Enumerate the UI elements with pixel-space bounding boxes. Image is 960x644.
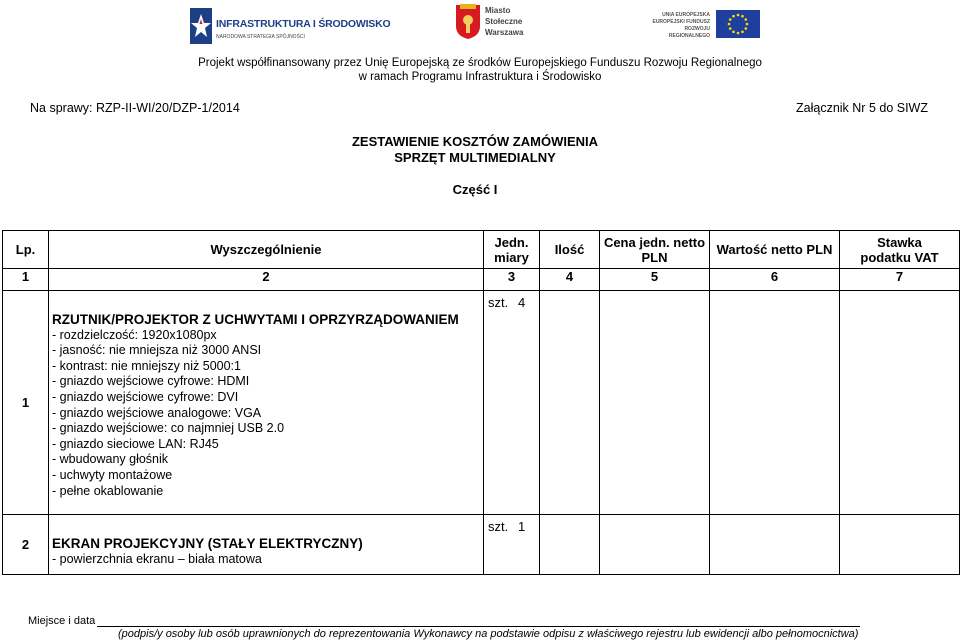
- row-quantity: [518, 291, 600, 515]
- spec-line: - gniazdo wejściowe cyfrowe: DVI: [52, 389, 239, 404]
- row-description: [49, 515, 484, 575]
- row-unit: szt.: [484, 515, 540, 575]
- infrastructure-logo: [190, 6, 391, 48]
- cost-table: [2, 230, 960, 575]
- warsaw-logo-text: [485, 5, 523, 38]
- eu-logo-text: [648, 12, 710, 40]
- column-number: 2: [49, 269, 484, 291]
- row-lp: 2: [3, 515, 49, 575]
- eu-logo: [648, 8, 763, 40]
- header-unit-price: [600, 231, 710, 269]
- star-icon: [190, 8, 212, 44]
- column-number-row: [3, 269, 960, 291]
- column-number: 6: [710, 269, 840, 291]
- spec-line: - gniazdo wejściowe analogowe: VGA: [52, 405, 262, 420]
- row-quantity-value: 4: [518, 295, 526, 310]
- infrastructure-logo-title: INFRASTRUKTURA I ŚRODOWISKO: [216, 18, 391, 30]
- case-number: Na sprawy: RZP-II-WI/20/DZP-1/2014: [30, 101, 240, 115]
- spec-line: - rozdzielczość: 1920x1080px: [52, 327, 217, 342]
- warsaw-line-2: Stołeczne: [485, 17, 523, 26]
- header-net-value-label: Wartość netto PLN: [716, 242, 833, 257]
- row-lp: 1: [3, 291, 49, 515]
- header-quantity-label: Ilość: [554, 242, 585, 257]
- header-price-line-1: Cena jedn. netto: [603, 234, 706, 250]
- eu-line-1: UNIA EUROPEJSKA: [662, 12, 710, 18]
- table-header-row: [3, 231, 960, 269]
- column-number: 1: [3, 269, 49, 291]
- spec-line: - uchwyty montażowe: [52, 467, 173, 482]
- document-subtitle: SPRZĘT MULTIMEDIALNY: [394, 150, 556, 165]
- header-vat-rate: [840, 231, 960, 269]
- row-vat-rate[interactable]: [840, 515, 960, 575]
- signature-caption: (podpis/y osoby lub osób uprawnionych do reprezentowania Wykonawcy na podstawie odpisu z właściwego rejestru lub ewidencji albo pełnomocnictwa): [118, 628, 859, 640]
- row-unit-price[interactable]: [600, 515, 710, 575]
- header-vat-line-1: Stawka: [877, 234, 922, 250]
- row-quantity-value: 1: [518, 519, 526, 534]
- header-unit-line-2: miary: [494, 249, 529, 265]
- header-description-label: Wyszczególnienie: [210, 242, 322, 257]
- warsaw-line-3: Warszawa: [485, 28, 524, 37]
- row-net-value[interactable]: [710, 515, 840, 575]
- signature-line[interactable]: [97, 626, 860, 627]
- row-vat-rate[interactable]: [840, 291, 960, 515]
- crest-icon: [455, 4, 481, 40]
- spec-line: - kontrast: nie mniejszy niż 5000:1: [52, 358, 241, 373]
- spec-line: - wbudowany głośnik: [52, 452, 169, 467]
- column-number: 5: [600, 269, 710, 291]
- header-quantity: [540, 231, 600, 269]
- item-title: EKRAN PROJEKCYJNY (STAŁY ELEKTRYCZNY): [52, 536, 363, 551]
- header-unit: [484, 231, 540, 269]
- eu-line-2: EUROPEJSKI FUNDUSZ: [652, 19, 710, 25]
- place-date-label: Miejsce i data: [28, 615, 96, 627]
- annex-label: Załącznik Nr 5 do SIWZ: [796, 101, 928, 115]
- row-unit-price[interactable]: [600, 291, 710, 515]
- header-lp: [3, 231, 49, 269]
- table-row: [3, 515, 960, 575]
- spec-line: - gniazdo sieciowe LAN: RJ45: [52, 436, 219, 451]
- item-title: RZUTNIK/PROJEKTOR Z UCHWYTAMI I OPRZYRZĄDOWANIEM: [52, 312, 459, 327]
- warsaw-logo: [455, 2, 535, 44]
- header-lp-label: Lp.: [15, 242, 36, 257]
- column-number: 3: [484, 269, 540, 291]
- header-vat-line-2: podatku VAT: [860, 249, 939, 265]
- header-description: [49, 231, 484, 269]
- column-number: 4: [540, 269, 600, 291]
- column-number: 7: [840, 269, 960, 291]
- header-unit-line-1: Jedn.: [494, 234, 529, 250]
- row-quantity: [518, 515, 600, 575]
- cofinancing-line-1: Projekt współfinansowany przez Unię Europejską ze środków Europejskiego Funduszu Rozwoju Regionalnego: [198, 57, 762, 69]
- cofinancing-line-2: w ramach Programu Infrastruktura i Środowisko: [358, 71, 602, 83]
- header-price-line-2: PLN: [641, 249, 668, 265]
- spec-line: - gniazdo wejściowe: co najmniej USB 2.0: [52, 421, 285, 436]
- row-net-value[interactable]: [710, 291, 840, 515]
- row-description: [49, 291, 484, 515]
- document-title: ZESTAWIENIE KOSZTÓW ZAMÓWIENIA: [351, 134, 599, 149]
- header-net-value: [710, 231, 840, 269]
- eu-flag-icon: [716, 10, 760, 38]
- spec-line: - jasność: nie mniejsza niż 3000 ANSI: [52, 343, 262, 358]
- spec-line: - pełne okablowanie: [52, 483, 164, 498]
- eu-line-3: ROZWOJU REGIONALNEGO: [668, 26, 710, 39]
- document-part: Część I: [452, 182, 498, 197]
- warsaw-line-1: Miasto: [485, 6, 511, 15]
- table-row: [3, 291, 960, 515]
- spec-line: - gniazdo wejściowe cyfrowe: HDMI: [52, 374, 250, 389]
- spec-line: - powierzchnia ekranu – biała matowa: [52, 551, 262, 566]
- infrastructure-logo-subtitle: NARODOWA STRATEGIA SPÓJNOŚCI: [216, 34, 305, 40]
- row-unit: szt.: [484, 291, 540, 515]
